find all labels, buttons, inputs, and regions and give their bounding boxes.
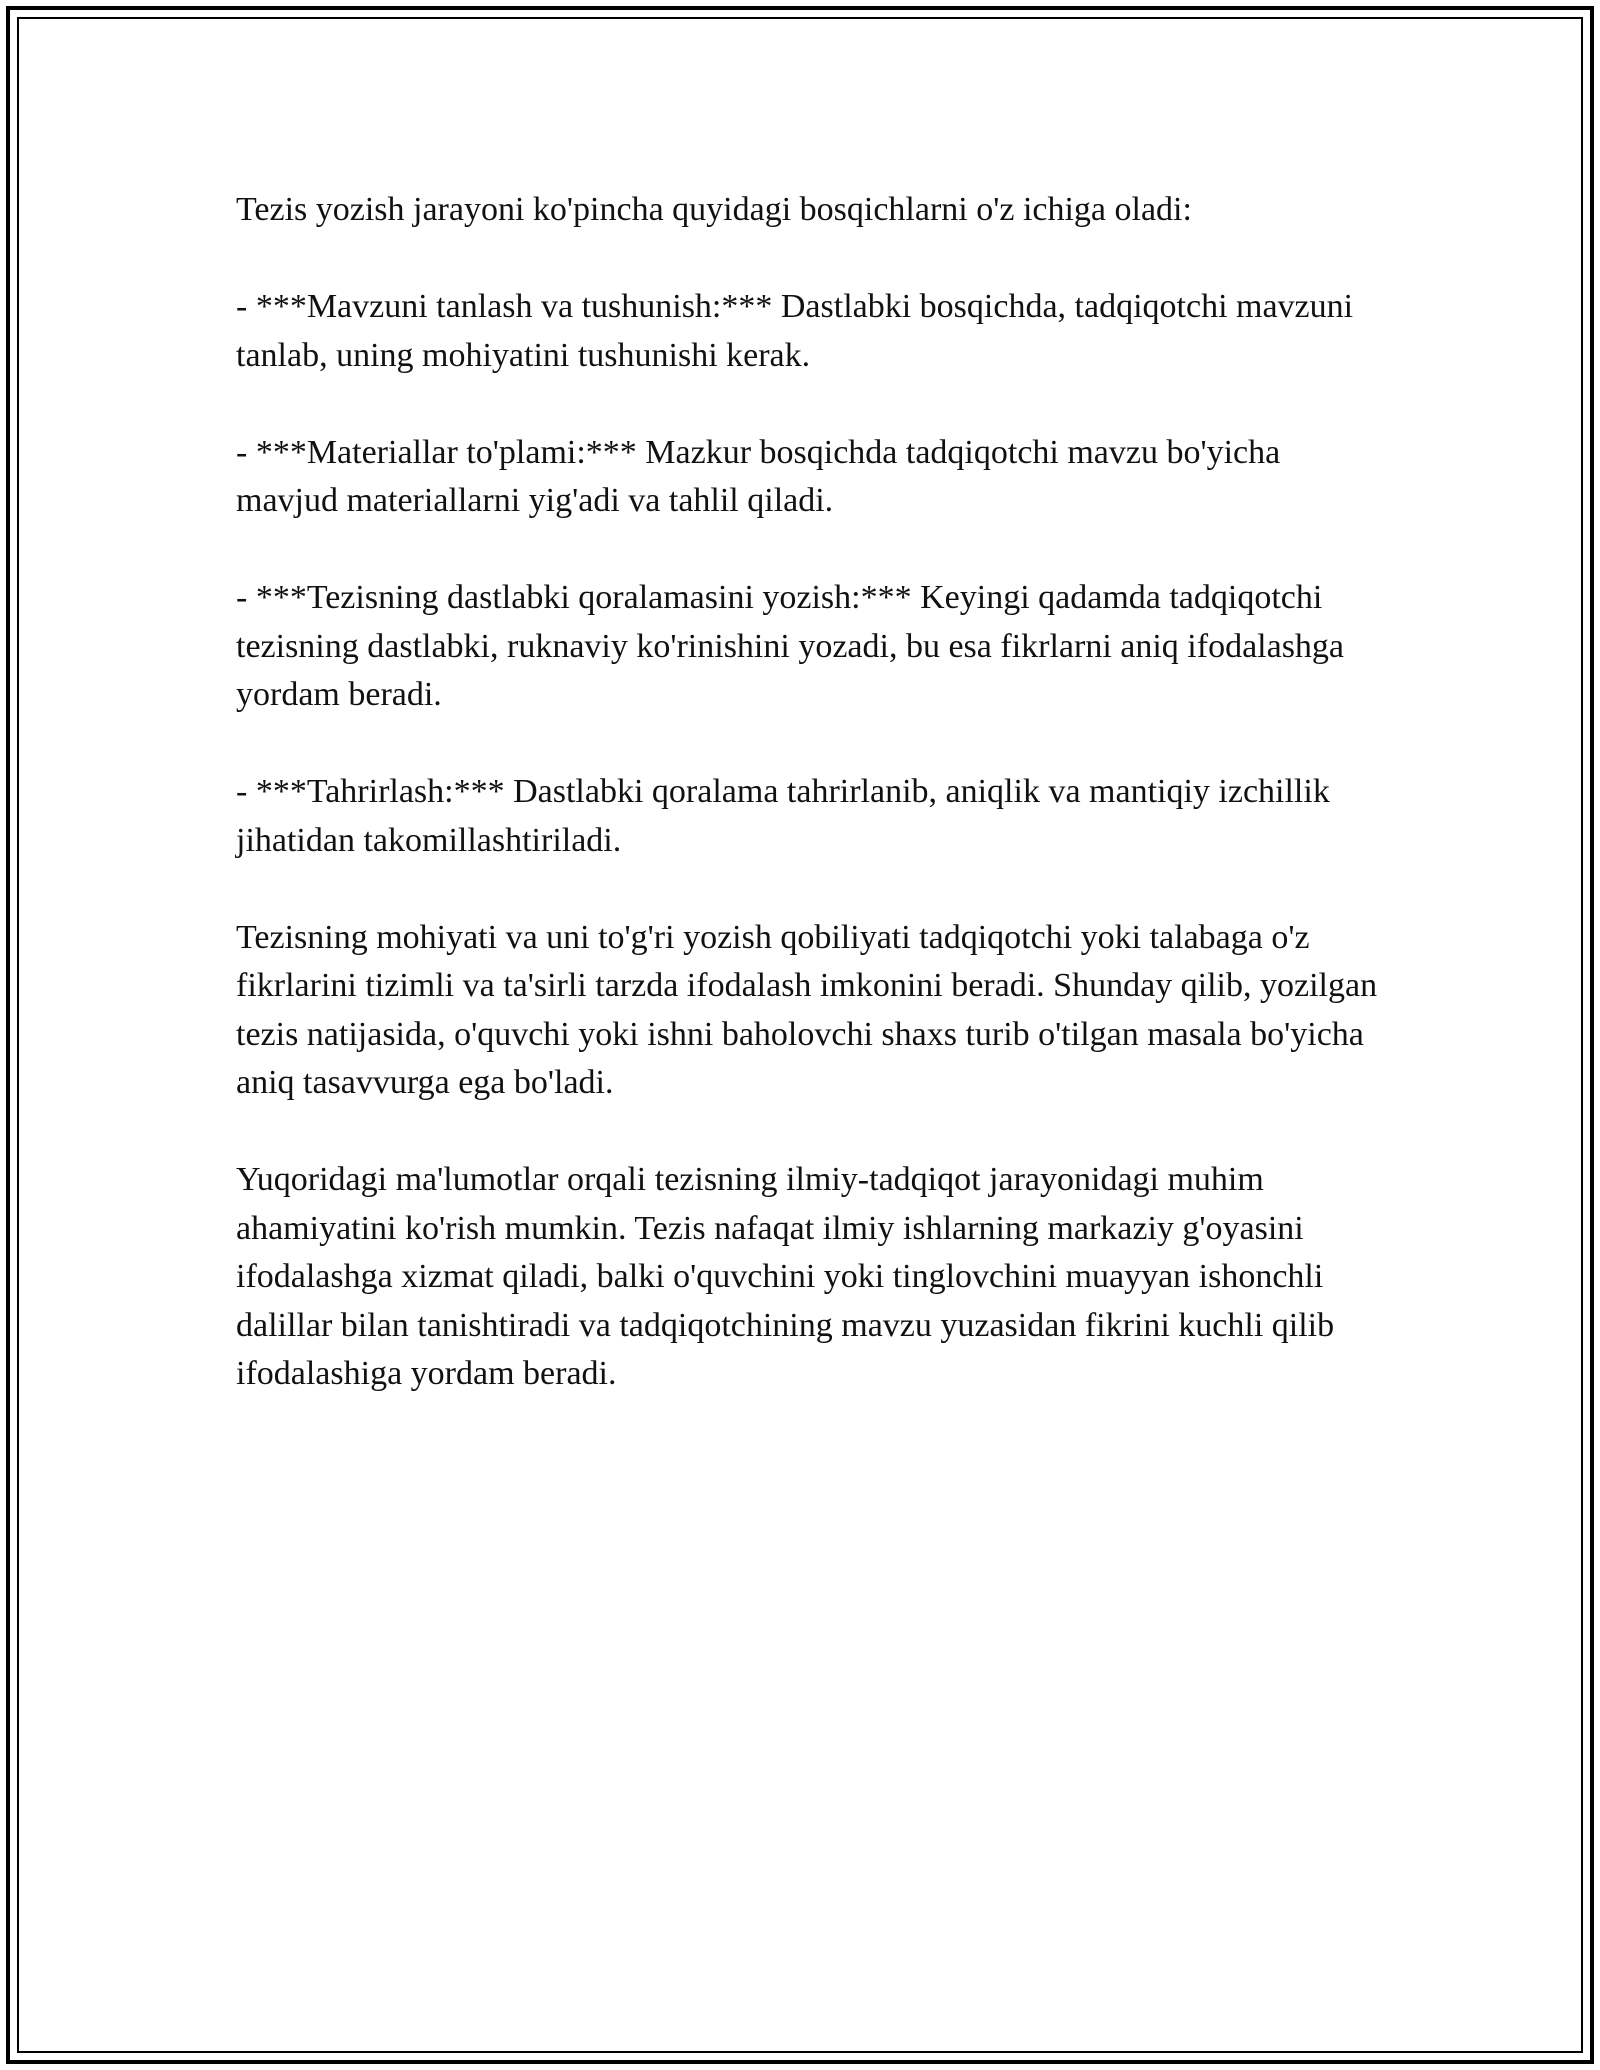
step-first-draft: - ***Tezisning dastlabki qoralamasini yozish:*** Keyingi qadamda tadqiqotchi tezisning dastlabki, ruknaviy ko'rinishini yozadi, bu esa fikrlarni aniq ifodalashga yordam beradi. <box>236 579 1345 713</box>
step-topic-selection: - ***Mavzuni tanlash va tushunish:*** Dastlabki bosqichda, tadqiqotchi mavzuni tanlab, uning mohiyatini tushunishi kerak. <box>236 288 1354 374</box>
document-body <box>236 186 1386 1447</box>
step-materials: - ***Materiallar to'plami:*** Mazkur bosqichda tadqiqotchi mavzu bo'yicha mavjud materiallarni yig'adi va tahlil qiladi. <box>236 433 1281 519</box>
step-editing: - ***Tahrirlash:*** Dastlabki qoralama tahrirlanib, aniqlik va mantiqiy izchillik jihatidan takomillashtiriladi. <box>236 773 1330 859</box>
intro-paragraph: Tezis yozish jarayoni ko'pincha quyidagi bosqichlarni o'z ichiga oladi: <box>236 191 1192 228</box>
conclusion-paragraph: Yuqoridagi ma'lumotlar orqali tezisning ilmiy-tadqiqot jarayonidagi muhim ahamiyatini ko'rish mumkin. Tezis nafaqat ilmiy ishlarning markaziy g'oyasini ifodalashga xizmat qiladi, balki o'quvchini yoki tinglovchini muayyan ishonchli dalillar bilan tanishtiradi va tadqiqotchining mavzu yuzasidan fikrini kuchli qilib ifodalashiga yordam beradi. <box>236 1161 1335 1392</box>
essence-paragraph: Tezisning mohiyati va uni to'g'ri yozish qobiliyati tadqiqotchi yoki talabaga o'z fikrlarini tizimli va ta'sirli tarzda ifodalash imkonini beradi. Shunday qilib, yozilgan tezis natijasida, o'quvchi yoki ishni baholovchi shaxs turib o'tilgan masala bo'yicha aniq tasavvurga ega bo'ladi. <box>236 918 1378 1101</box>
